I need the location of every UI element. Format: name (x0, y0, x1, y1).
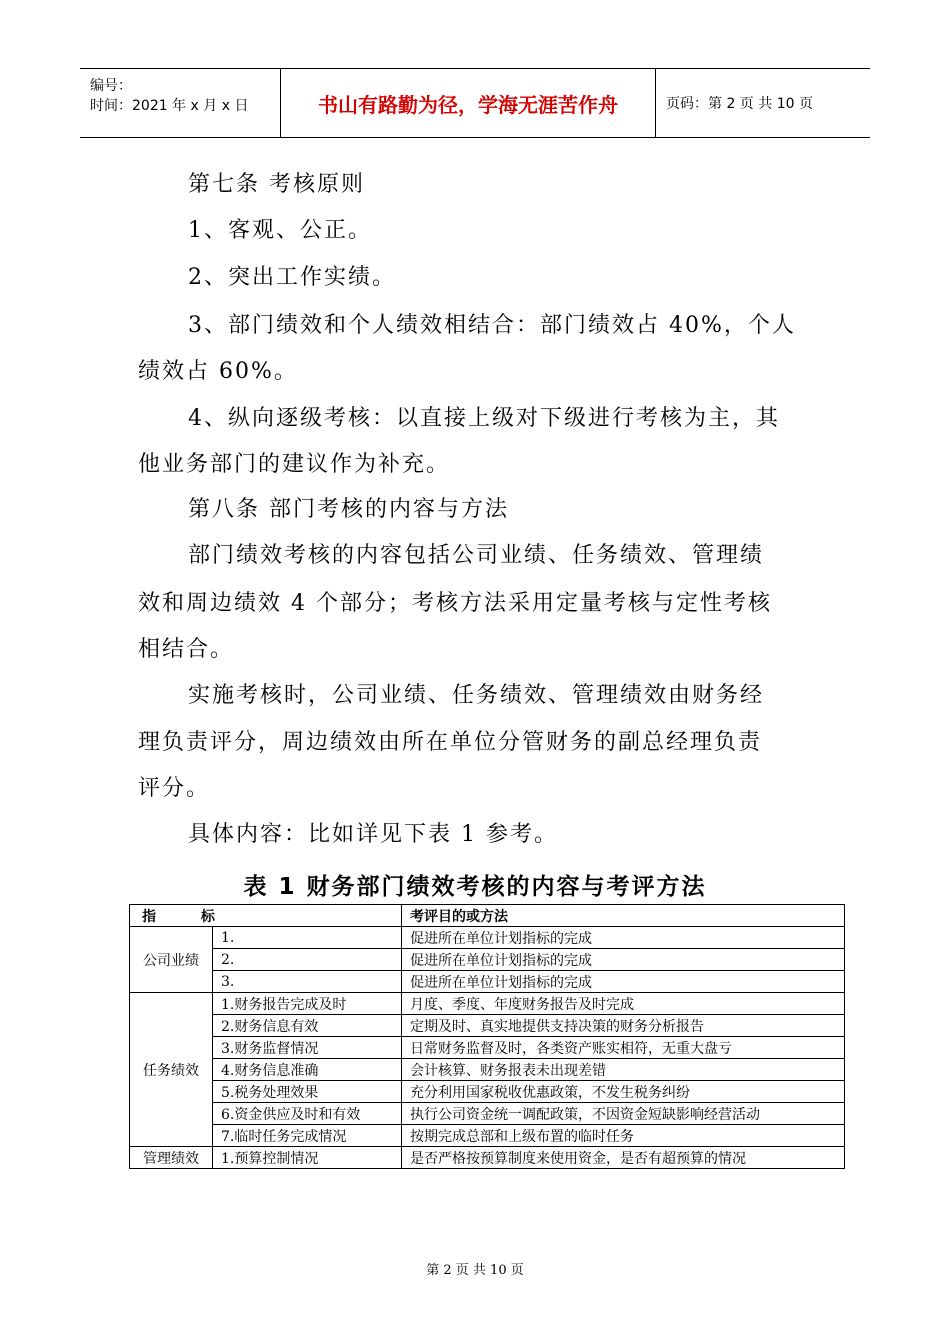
item-cell: 3.财务监督情况 (213, 1037, 402, 1059)
table-row (130, 1125, 845, 1147)
table-row (130, 1015, 845, 1037)
method-cell: 促进所在单位计划指标的完成 (402, 949, 845, 971)
table-row (130, 1103, 845, 1125)
method-cell: 月度、季度、年度财务报告及时完成 (402, 993, 845, 1015)
table-row (130, 949, 845, 971)
header-motto: 书山有路勤为径，学海无涯苦作舟 (281, 69, 656, 137)
paragraph-line: 绩效占 60%。 (138, 359, 298, 384)
item-cell: 5.税务处理效果 (213, 1081, 402, 1103)
item-cell: 1.预算控制情况 (213, 1147, 402, 1169)
header-meta (80, 69, 281, 137)
method-cell: 促进所在单位计划指标的完成 (402, 927, 845, 949)
paragraph-line: 4、纵向逐级考核：以直接上级对下级进行考核为主，其 (188, 406, 780, 431)
method-cell: 按期完成总部和上级布置的临时任务 (402, 1125, 845, 1147)
table-row (130, 1147, 845, 1169)
method-cell: 执行公司资金统一调配政策，不因资金短缺影响经营活动 (402, 1103, 845, 1125)
page-footer: 第 2 页 共 10 页 (426, 1263, 524, 1278)
paragraph-line: 实施考核时，公司业绩、任务绩效、管理绩效由财务经 (188, 683, 765, 708)
article-8-heading: 第八条 部门考核的内容与方法 (188, 497, 509, 522)
method-cell: 促进所在单位计划指标的完成 (402, 971, 845, 993)
group-label: 管理绩效 (130, 1147, 213, 1169)
article-7-heading: 第七条 考核原则 (188, 172, 365, 197)
item-cell: 7.临时任务完成情况 (213, 1125, 402, 1147)
item-cell: 1.财务报告完成及时 (213, 993, 402, 1015)
table-row (130, 971, 845, 993)
item-cell: 4.财务信息准确 (213, 1059, 402, 1081)
method-cell: 会计核算、财务报表未出现差错 (402, 1059, 845, 1081)
method-cell: 定期及时、真实地提供支持决策的财务分析报告 (402, 1015, 845, 1037)
paragraph-line: 1、客观、公正。 (188, 218, 372, 243)
method-cell: 日常财务监督及时，各类资产账实相符，无重大盘亏 (402, 1037, 845, 1059)
item-cell: 2. (213, 949, 402, 971)
item-cell: 3. (213, 971, 402, 993)
paragraph-line: 评分。 (138, 776, 211, 801)
paragraph-line: 效和周边绩效 4 个部分；考核方法采用定量考核与定性考核 (138, 591, 772, 616)
table-row (130, 927, 845, 949)
header-page-label: 页码：第 2 页 共 10 页 (666, 96, 813, 112)
paragraph-line: 理负责评分，周边绩效由所在单位分管财务的副总经理负责 (138, 730, 763, 755)
table-caption: 表 1 财务部门绩效考核的内容与考评方法 (243, 874, 707, 900)
table-row (130, 1059, 845, 1081)
table-row (130, 1037, 845, 1059)
group-label: 任务绩效 (130, 993, 213, 1147)
table-header-row (130, 905, 845, 927)
number-label: 编号： (90, 78, 132, 94)
paragraph-line: 相结合。 (138, 637, 235, 662)
table-row (130, 993, 845, 1015)
item-cell: 2.财务信息有效 (213, 1015, 402, 1037)
item-cell: 6.资金供应及时和有效 (213, 1103, 402, 1125)
table-row (130, 1081, 845, 1103)
performance-table (129, 904, 845, 1169)
paragraph-line: 2、突出工作实绩。 (188, 265, 396, 290)
method-cell: 充分利用国家税收优惠政策，不发生税务纠纷 (402, 1081, 845, 1103)
paragraph-line: 具体内容：比如详见下表 1 参考。 (188, 822, 558, 847)
header-method: 考评目的或方法 (402, 905, 845, 927)
method-cell: 是否严格按预算制度来使用资金，是否有超预算的情况 (402, 1147, 845, 1169)
group-label: 公司业绩 (130, 927, 213, 993)
item-cell: 1. (213, 927, 402, 949)
page-header (80, 68, 870, 138)
header-indicator: 指 标 (130, 905, 402, 927)
paragraph-line: 部门绩效考核的内容包括公司业绩、任务绩效、管理绩 (188, 543, 765, 568)
paragraph-line: 3、部门绩效和个人绩效相结合：部门绩效占 40%，个人 (188, 313, 796, 338)
paragraph-line: 他业务部门的建议作为补充。 (138, 452, 451, 477)
time-label: 时间：2021 年 x 月 x 日 (90, 98, 249, 114)
